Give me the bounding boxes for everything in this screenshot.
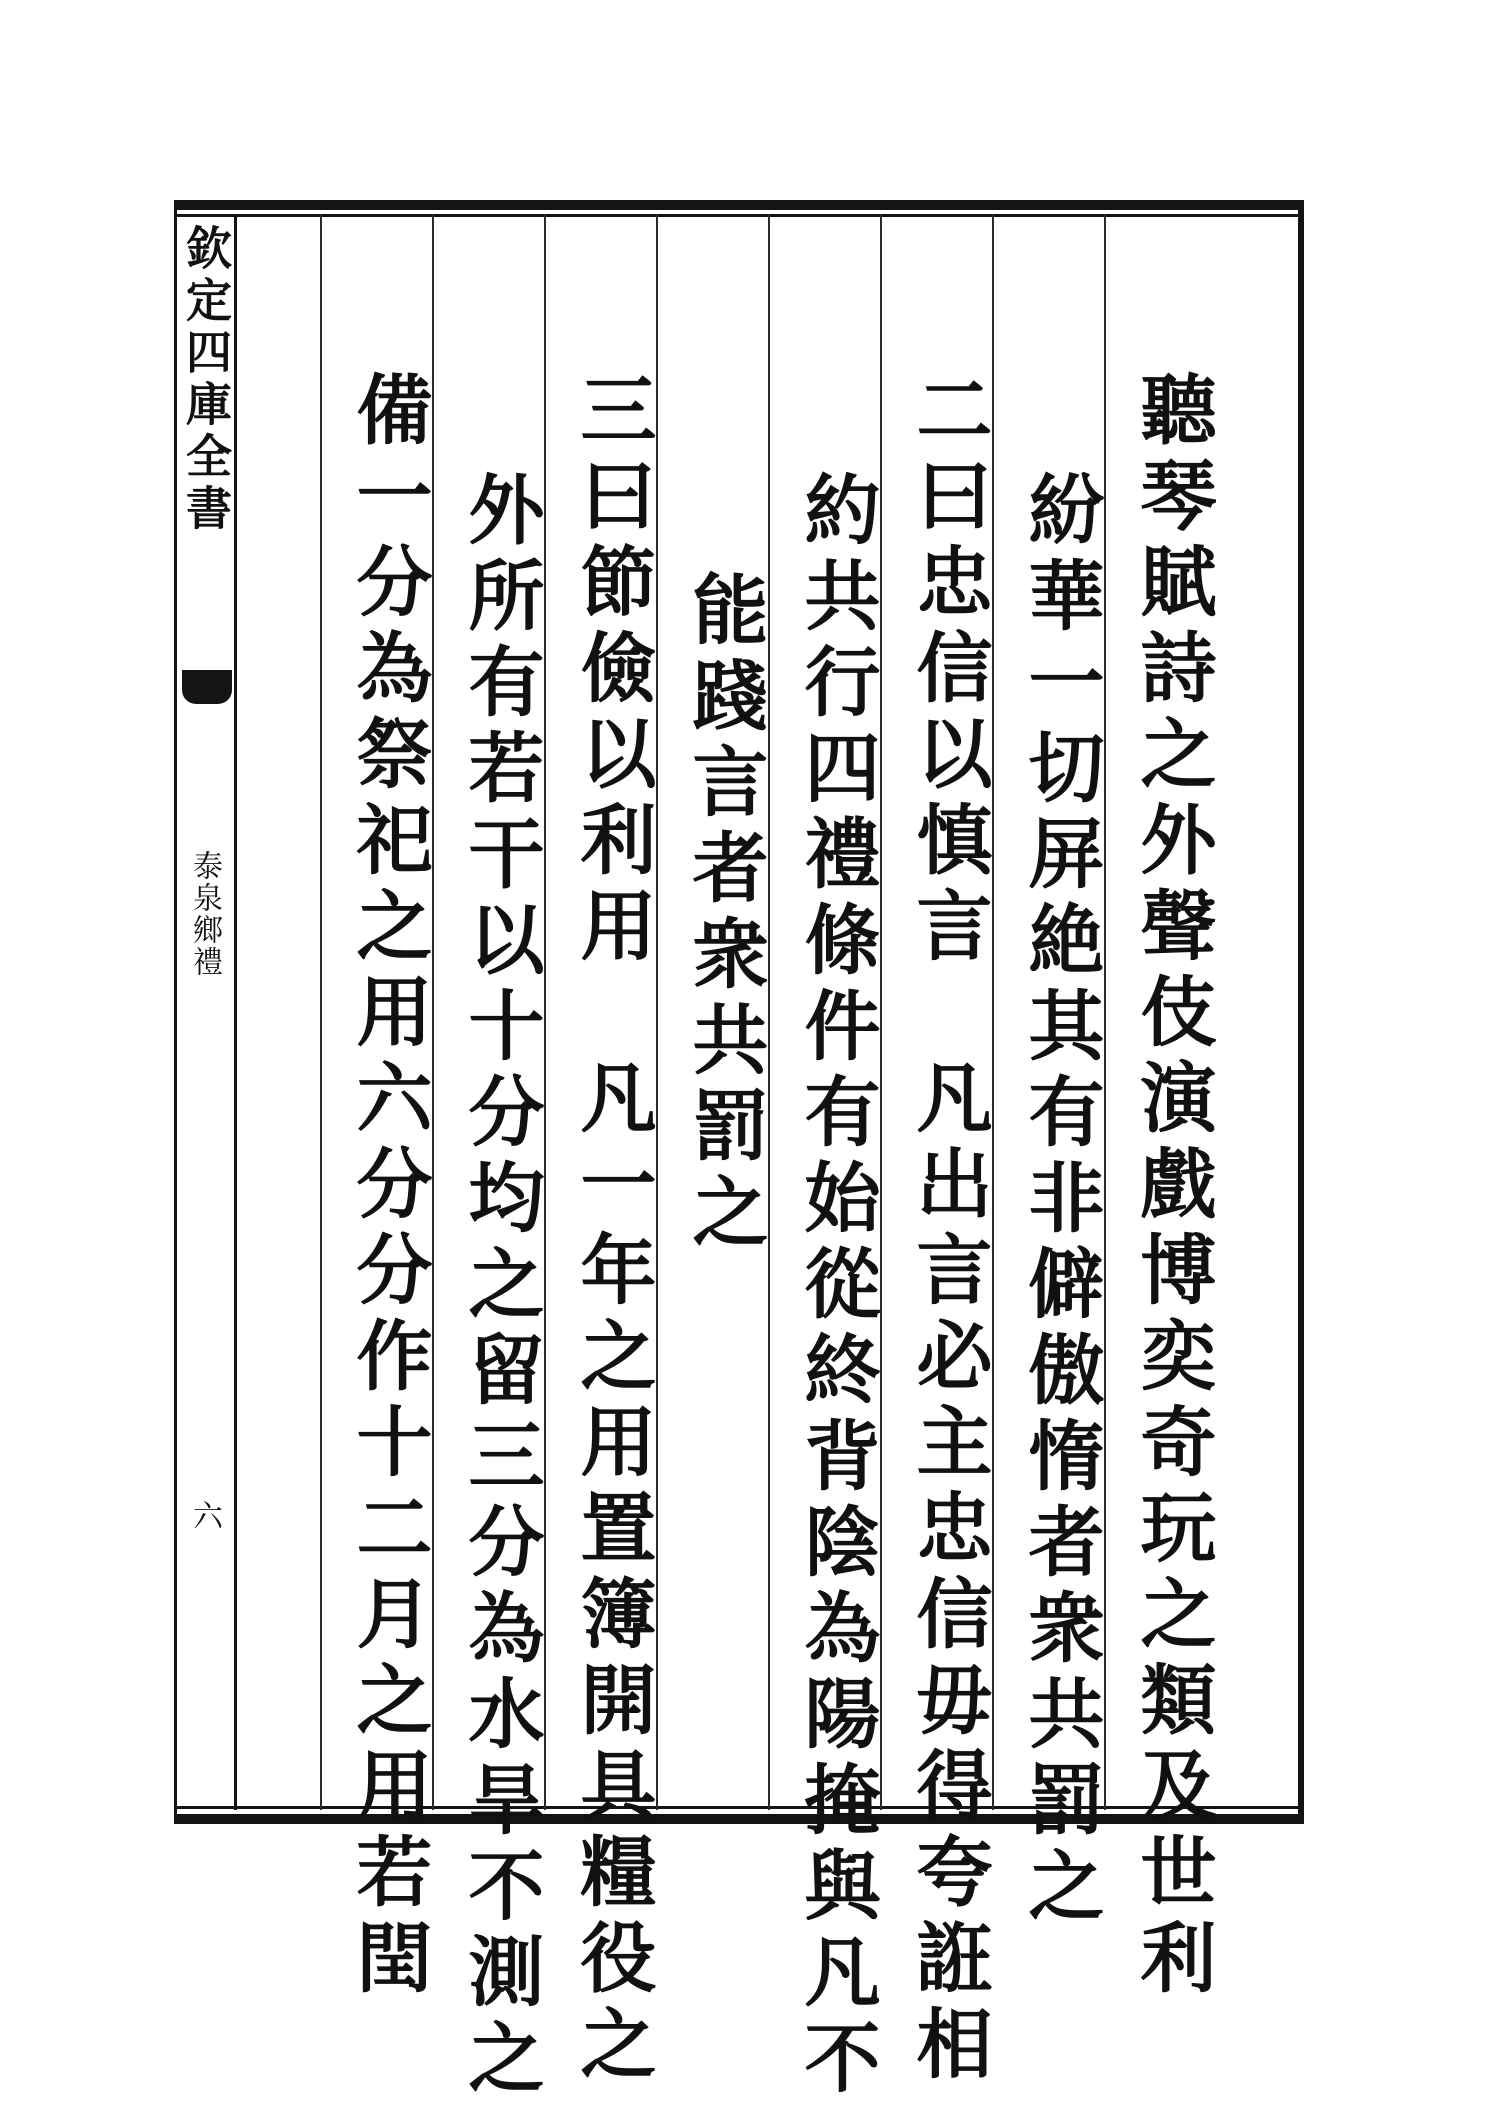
margin-book-title: 欽定四庫全書 <box>179 224 233 536</box>
text-column-8: 備一分為祭祀之用六分分作十二月之用若閏 <box>344 370 433 2004</box>
margin-rule <box>234 214 237 1810</box>
top-inner-border <box>174 214 1304 217</box>
column-rule <box>320 214 322 1810</box>
top-border <box>174 200 1304 210</box>
page-frame <box>174 200 1304 2104</box>
text-column-4: 約共行四禮條件有始從終背陰為陽掩與凡不 <box>792 470 881 2104</box>
text-column-1: 聽琴賦詩之外聲伎演戲博奕奇玩之類及世利 <box>1128 370 1217 2004</box>
fishtail-mark <box>182 670 232 704</box>
text-column-2: 紛華一切屏絶其有非僻傲惰者衆共罰之 <box>1016 470 1105 1932</box>
text-column-3: 二曰忠信以慎言 凡出言必主忠信毋得夸誑相 <box>904 370 993 2090</box>
right-border <box>1298 200 1304 1824</box>
text-column-7: 外所有若干以十分均之留三分為水旱不測之 <box>456 470 545 2104</box>
margin-section-title: 泰泉鄉禮 <box>187 850 222 978</box>
left-border <box>174 200 177 1824</box>
text-column-5: 能踐言者衆共罰之 <box>680 570 769 1258</box>
margin-page-number: 六 <box>187 1500 222 1530</box>
text-column-6: 三曰節儉以利用 凡一年之用置簿開具糧役之 <box>568 370 657 2090</box>
